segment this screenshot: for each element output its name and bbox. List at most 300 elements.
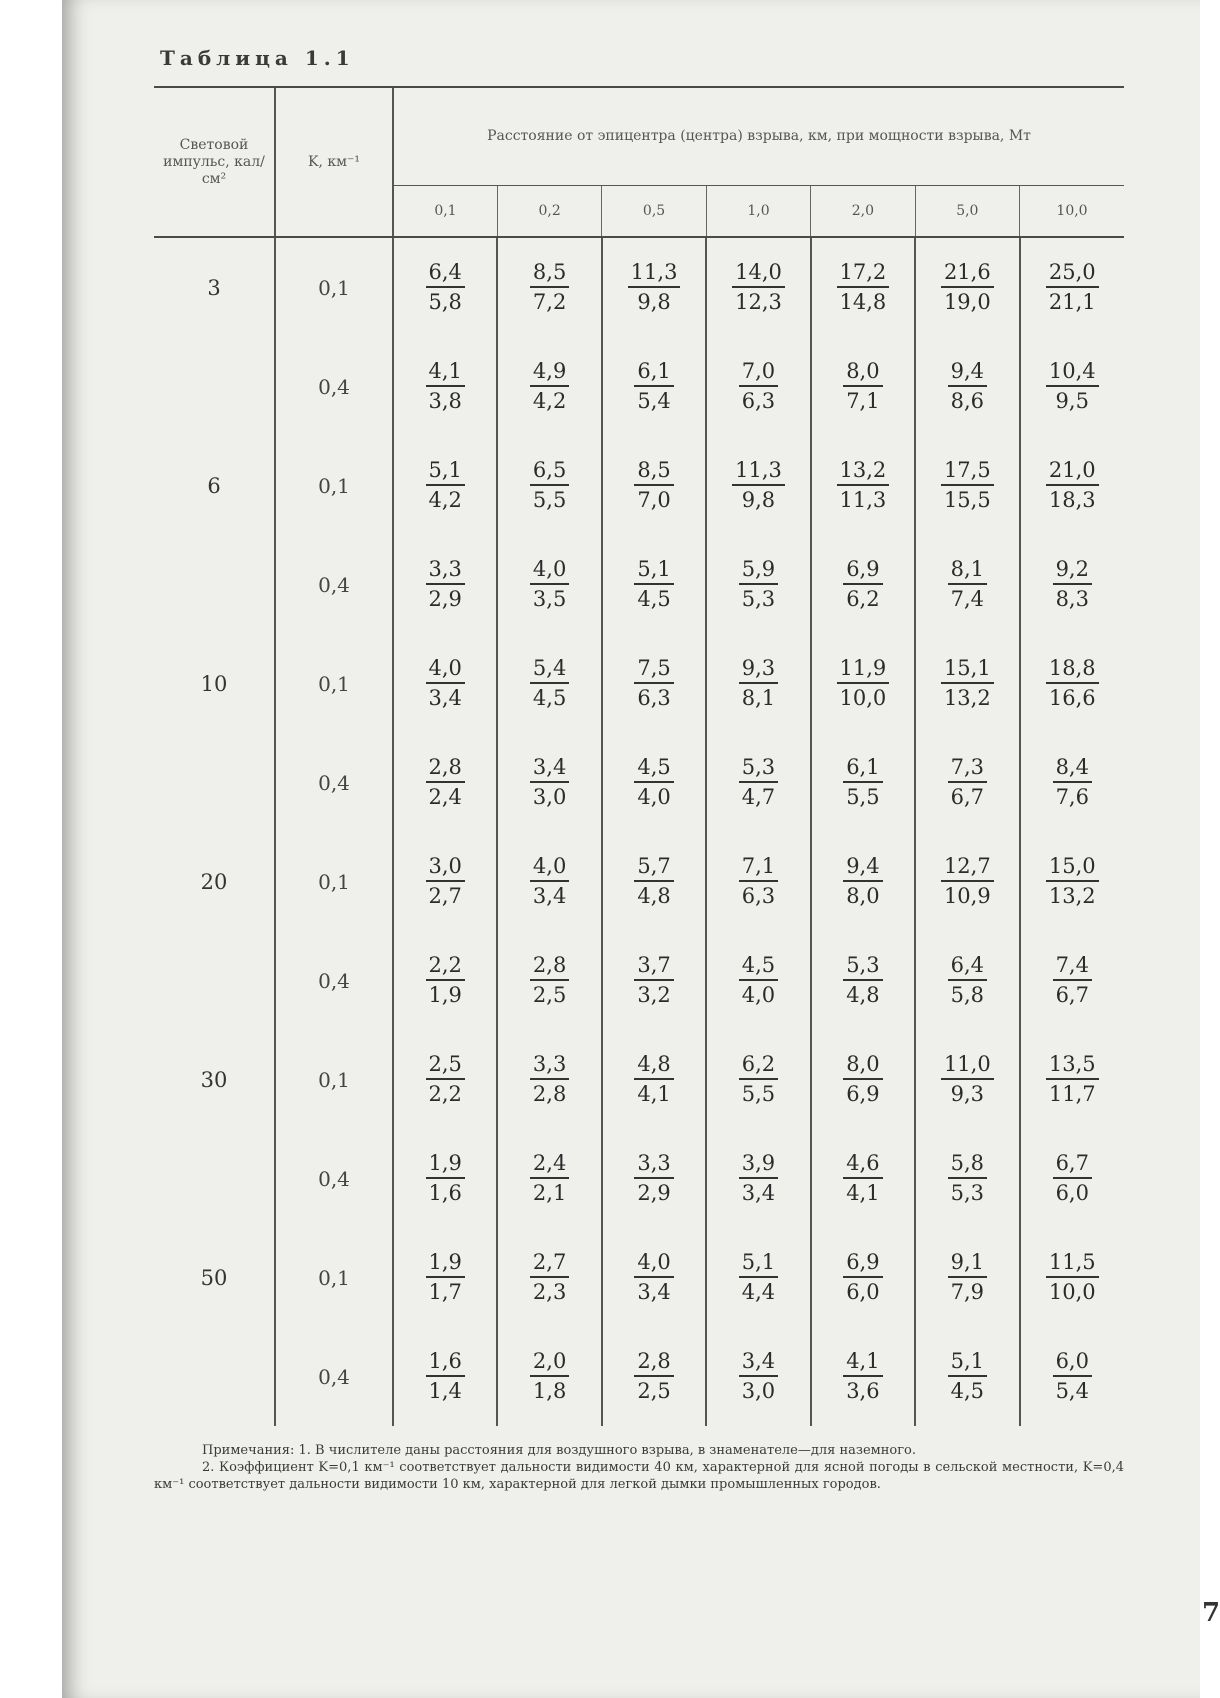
ground-burst-distance: 6,7 <box>950 785 985 809</box>
distance-cell <box>811 337 915 436</box>
header-power: 0,1 <box>393 186 497 237</box>
ground-burst-distance: 4,5 <box>637 587 671 611</box>
air-burst-distance: 6,4 <box>948 953 987 981</box>
air-burst-distance: 4,5 <box>634 755 673 783</box>
distance-cell <box>915 535 1019 634</box>
air-burst-distance: 2,7 <box>530 1250 569 1278</box>
distance-fraction <box>634 1151 673 1206</box>
distance-fraction <box>1046 656 1099 711</box>
air-burst-distance: 2,0 <box>530 1349 569 1377</box>
air-burst-distance: 4,0 <box>530 557 569 585</box>
air-burst-distance: 3,3 <box>634 1151 673 1179</box>
air-burst-distance: 25,0 <box>1046 260 1099 288</box>
ground-burst-distance: 3,6 <box>846 1379 880 1403</box>
ground-burst-distance: 6,2 <box>846 587 880 611</box>
distance-fraction <box>530 953 569 1008</box>
distance-cell <box>811 832 915 931</box>
table-row <box>154 237 1124 337</box>
air-burst-distance: 9,2 <box>1053 557 1092 585</box>
ground-burst-distance: 8,1 <box>741 686 776 710</box>
header-distance: Расстояние от эпицентра (центра) взрыва, км, при мощности взрыва, Мт <box>393 88 1124 186</box>
distance-cell <box>706 931 810 1030</box>
distance-cell <box>1020 436 1124 535</box>
ground-burst-distance: 4,5 <box>532 686 567 710</box>
air-burst-distance: 11,9 <box>837 656 890 684</box>
ground-burst-distance: 2,2 <box>428 1082 462 1106</box>
air-burst-distance: 8,0 <box>843 1052 882 1080</box>
distance-cell <box>497 634 601 733</box>
table-row <box>154 832 1124 931</box>
air-burst-distance: 5,3 <box>739 755 778 783</box>
header-power: 0,2 <box>497 186 601 237</box>
air-burst-distance: 11,5 <box>1046 1250 1099 1278</box>
air-burst-distance: 10,4 <box>1046 359 1099 387</box>
ground-burst-distance: 3,5 <box>532 587 567 611</box>
air-burst-distance: 6,5 <box>530 458 569 486</box>
air-burst-distance: 9,3 <box>739 656 778 684</box>
distance-cell <box>393 1228 497 1327</box>
ground-burst-distance: 4,1 <box>637 1082 671 1106</box>
impulse-value <box>154 535 275 634</box>
air-burst-distance: 4,1 <box>426 359 465 387</box>
air-burst-distance: 7,3 <box>948 755 987 783</box>
ground-burst-distance: 4,8 <box>846 983 880 1007</box>
ground-burst-distance: 9,3 <box>950 1082 985 1106</box>
k-value: 0,1 <box>275 436 393 535</box>
air-burst-distance: 21,6 <box>941 260 994 288</box>
distance-cell <box>1020 337 1124 436</box>
distance-fraction <box>1053 1151 1092 1206</box>
distance-fraction <box>530 1250 569 1305</box>
distance-cell <box>915 1327 1019 1426</box>
air-burst-distance: 3,3 <box>530 1052 569 1080</box>
table-row <box>154 1228 1124 1327</box>
ground-burst-distance: 6,3 <box>741 884 776 908</box>
ground-burst-distance: 3,0 <box>741 1379 776 1403</box>
air-burst-distance: 15,1 <box>941 656 994 684</box>
distance-cell <box>602 832 706 931</box>
ground-burst-distance: 4,7 <box>741 785 776 809</box>
distance-fraction <box>843 359 882 414</box>
ground-burst-distance: 9,8 <box>741 488 776 512</box>
distance-fraction <box>530 1052 569 1107</box>
distance-fraction <box>1053 557 1092 612</box>
air-burst-distance: 4,8 <box>634 1052 673 1080</box>
ground-burst-distance: 9,8 <box>637 290 671 314</box>
air-burst-distance: 7,4 <box>1053 953 1092 981</box>
distance-cell <box>811 1030 915 1129</box>
distance-cell <box>393 337 497 436</box>
distance-fraction <box>739 359 778 414</box>
distance-fraction <box>1046 260 1099 315</box>
distance-fraction <box>530 755 569 810</box>
distance-fraction <box>426 1349 465 1404</box>
ground-burst-distance: 3,0 <box>532 785 567 809</box>
air-burst-distance: 5,1 <box>739 1250 778 1278</box>
impulse-value: 20 <box>200 869 228 894</box>
air-burst-distance: 5,1 <box>634 557 673 585</box>
distance-fraction <box>1046 1250 1099 1305</box>
ground-burst-distance: 6,0 <box>1055 1181 1089 1205</box>
header-k-coefficient: K, км⁻¹ <box>275 88 393 237</box>
distance-cell <box>1020 733 1124 832</box>
distance-cell <box>811 436 915 535</box>
distance-cell <box>811 535 915 634</box>
air-burst-distance: 6,1 <box>634 359 673 387</box>
ground-burst-distance: 6,3 <box>637 686 671 710</box>
distance-cell <box>497 733 601 832</box>
ground-burst-distance: 10,9 <box>943 884 991 908</box>
distance-cell <box>706 733 810 832</box>
distance-cell <box>1020 931 1124 1030</box>
table-row <box>154 1327 1124 1426</box>
distance-cell <box>706 1129 810 1228</box>
air-burst-distance: 2,8 <box>530 953 569 981</box>
air-burst-distance: 17,2 <box>837 260 890 288</box>
distance-fraction <box>634 557 673 612</box>
distance-cell <box>497 535 601 634</box>
distance-fraction <box>1046 1052 1099 1107</box>
air-burst-distance: 5,8 <box>948 1151 987 1179</box>
impulse-value: 10 <box>200 671 228 696</box>
ground-burst-distance: 2,1 <box>532 1181 567 1205</box>
ground-burst-distance: 3,4 <box>741 1181 776 1205</box>
air-burst-distance: 14,0 <box>732 260 785 288</box>
air-burst-distance: 7,5 <box>634 656 673 684</box>
distance-cell <box>393 436 497 535</box>
air-burst-distance: 18,8 <box>1046 656 1099 684</box>
air-burst-distance: 8,4 <box>1053 755 1092 783</box>
k-value: 0,1 <box>275 1030 393 1129</box>
air-burst-distance: 8,5 <box>634 458 673 486</box>
ground-burst-distance: 5,5 <box>741 1082 776 1106</box>
distance-cell <box>497 1228 601 1327</box>
air-burst-distance: 7,1 <box>739 854 778 882</box>
distance-fraction <box>1053 755 1092 810</box>
air-burst-distance: 6,7 <box>1053 1151 1092 1179</box>
ground-burst-distance: 3,2 <box>637 983 671 1007</box>
ground-burst-distance: 1,6 <box>428 1181 462 1205</box>
distance-cell <box>915 237 1019 337</box>
distance-cell <box>602 436 706 535</box>
air-burst-distance: 4,1 <box>843 1349 882 1377</box>
air-burst-distance: 6,9 <box>843 1250 882 1278</box>
distance-cell <box>393 237 497 337</box>
table-caption: Таблица 1.1 <box>160 46 355 70</box>
distance-cell <box>811 1327 915 1426</box>
ground-burst-distance: 9,5 <box>1055 389 1089 413</box>
distance-fraction <box>628 260 681 315</box>
distance-cell <box>706 1228 810 1327</box>
distance-cell <box>1020 1129 1124 1228</box>
ground-burst-distance: 7,0 <box>637 488 671 512</box>
air-burst-distance: 13,2 <box>837 458 890 486</box>
air-burst-distance: 1,9 <box>426 1250 465 1278</box>
k-value: 0,1 <box>275 832 393 931</box>
ground-burst-distance: 12,3 <box>735 290 782 314</box>
header-power: 0,5 <box>602 186 706 237</box>
header-light-impulse: Световой импульс, кал/см² <box>154 88 275 237</box>
distance-fraction <box>941 854 994 909</box>
air-burst-distance: 4,9 <box>530 359 569 387</box>
ground-burst-distance: 5,8 <box>950 983 985 1007</box>
distance-cell <box>602 1030 706 1129</box>
air-burst-distance: 3,9 <box>739 1151 778 1179</box>
distance-cell <box>497 237 601 337</box>
air-burst-distance: 8,5 <box>530 260 569 288</box>
ground-burst-distance: 3,8 <box>428 389 462 413</box>
distance-fraction <box>948 359 987 414</box>
distance-cell <box>393 1030 497 1129</box>
distance-cell <box>915 436 1019 535</box>
air-burst-distance: 6,9 <box>843 557 882 585</box>
ground-burst-distance: 5,5 <box>532 488 567 512</box>
air-burst-distance: 9,4 <box>843 854 882 882</box>
distance-cell <box>497 1129 601 1228</box>
air-burst-distance: 5,1 <box>948 1349 987 1377</box>
distance-fraction <box>739 656 778 711</box>
ground-burst-distance: 4,2 <box>532 389 567 413</box>
distance-fraction <box>732 260 785 315</box>
distance-cell <box>1020 535 1124 634</box>
distance-fraction <box>837 458 890 513</box>
distance-cell <box>706 535 810 634</box>
distance-fraction <box>948 1250 987 1305</box>
air-burst-distance: 4,0 <box>426 656 465 684</box>
air-burst-distance: 3,0 <box>426 854 465 882</box>
ground-burst-distance: 1,8 <box>532 1379 567 1403</box>
k-value: 0,4 <box>275 733 393 832</box>
ground-burst-distance: 5,5 <box>846 785 880 809</box>
distance-cell <box>1020 1228 1124 1327</box>
ground-burst-distance: 13,2 <box>1048 884 1096 908</box>
ground-burst-distance: 16,6 <box>1048 686 1096 710</box>
ground-burst-distance: 3,4 <box>532 884 567 908</box>
distance-fraction <box>530 458 569 513</box>
air-burst-distance: 6,4 <box>426 260 465 288</box>
distance-fraction <box>948 1151 987 1206</box>
distance-fraction <box>530 1151 569 1206</box>
table-row <box>154 634 1124 733</box>
air-burst-distance: 12,7 <box>941 854 994 882</box>
table-row <box>154 337 1124 436</box>
ground-burst-distance: 5,3 <box>741 587 776 611</box>
distance-cell <box>915 1129 1019 1228</box>
distance-fraction <box>634 953 673 1008</box>
air-burst-distance: 11,3 <box>732 458 785 486</box>
air-burst-distance: 6,0 <box>1053 1349 1092 1377</box>
k-value: 0,4 <box>275 1129 393 1228</box>
distance-cell <box>1020 1030 1124 1129</box>
air-burst-distance: 8,0 <box>843 359 882 387</box>
air-burst-distance: 17,5 <box>941 458 994 486</box>
table-row <box>154 733 1124 832</box>
distance-fraction <box>843 755 882 810</box>
distance-cell <box>393 1129 497 1228</box>
distance-fraction <box>426 854 465 909</box>
air-burst-distance: 13,5 <box>1046 1052 1099 1080</box>
distance-fraction <box>948 953 987 1008</box>
impulse-value <box>154 1129 275 1228</box>
distance-cell <box>915 1030 1019 1129</box>
impulse-value: 30 <box>200 1067 228 1092</box>
distance-cell <box>393 634 497 733</box>
impulse-value <box>154 733 275 832</box>
distance-fraction <box>941 458 994 513</box>
distance-table <box>154 88 1124 1426</box>
ground-burst-distance: 2,5 <box>637 1379 671 1403</box>
distance-fraction <box>530 359 569 414</box>
ground-burst-distance: 4,8 <box>637 884 671 908</box>
ground-burst-distance: 7,4 <box>950 587 985 611</box>
distance-fraction <box>426 1250 465 1305</box>
ground-burst-distance: 3,4 <box>637 1280 671 1304</box>
distance-fraction <box>634 1052 673 1107</box>
air-burst-distance: 3,4 <box>739 1349 778 1377</box>
ground-burst-distance: 8,0 <box>846 884 880 908</box>
distance-cell <box>915 832 1019 931</box>
page-content <box>154 38 1220 1628</box>
header-power: 5,0 <box>915 186 1019 237</box>
ground-burst-distance: 1,4 <box>428 1379 462 1403</box>
air-burst-distance: 4,5 <box>739 953 778 981</box>
distance-cell <box>602 535 706 634</box>
distance-cell <box>1020 634 1124 733</box>
air-burst-distance: 4,0 <box>530 854 569 882</box>
table-row <box>154 436 1124 535</box>
distance-cell <box>602 1228 706 1327</box>
ground-burst-distance: 6,3 <box>741 389 776 413</box>
distance-cell <box>1020 832 1124 931</box>
ground-burst-distance: 7,1 <box>846 389 880 413</box>
distance-fraction <box>426 359 465 414</box>
distance-cell <box>602 931 706 1030</box>
air-burst-distance: 2,8 <box>426 755 465 783</box>
distance-fraction <box>634 656 673 711</box>
air-burst-distance: 11,0 <box>941 1052 994 1080</box>
distance-fraction <box>530 854 569 909</box>
table-row <box>154 1030 1124 1129</box>
distance-fraction <box>739 557 778 612</box>
distance-cell <box>602 237 706 337</box>
note-1: Примечания: 1. В числителе даны расстояния для воздушного взрыва, в знаменателе—для наземного. <box>202 1443 917 1458</box>
distance-fraction <box>843 1151 882 1206</box>
distance-fraction <box>739 755 778 810</box>
distance-cell <box>497 337 601 436</box>
distance-fraction <box>634 458 673 513</box>
distance-cell <box>497 832 601 931</box>
distance-fraction <box>739 1151 778 1206</box>
ground-burst-distance: 11,3 <box>839 488 887 512</box>
ground-burst-distance: 5,4 <box>1055 1379 1089 1403</box>
distance-fraction <box>739 854 778 909</box>
distance-fraction <box>941 1052 994 1107</box>
ground-burst-distance: 5,3 <box>950 1181 985 1205</box>
ground-burst-distance: 2,5 <box>532 983 567 1007</box>
k-value: 0,4 <box>275 1327 393 1426</box>
air-burst-distance: 5,1 <box>426 458 465 486</box>
distance-fraction <box>948 557 987 612</box>
air-burst-distance: 3,3 <box>426 557 465 585</box>
air-burst-distance: 6,2 <box>739 1052 778 1080</box>
distance-fraction <box>739 1349 778 1404</box>
impulse-value: 6 <box>207 473 221 498</box>
distance-cell <box>706 436 810 535</box>
distance-cell <box>393 535 497 634</box>
k-value: 0,4 <box>275 337 393 436</box>
ground-burst-distance: 7,9 <box>950 1280 985 1304</box>
distance-cell <box>915 634 1019 733</box>
ground-burst-distance: 6,9 <box>846 1082 880 1106</box>
ground-burst-distance: 18,3 <box>1048 488 1096 512</box>
ground-burst-distance: 2,4 <box>428 785 462 809</box>
k-value: 0,1 <box>275 634 393 733</box>
header-power: 2,0 <box>811 186 915 237</box>
distance-fraction <box>739 953 778 1008</box>
distance-cell <box>811 237 915 337</box>
impulse-value <box>154 931 275 1030</box>
distance-fraction <box>530 557 569 612</box>
impulse-value <box>154 1327 275 1426</box>
distance-fraction <box>941 656 994 711</box>
ground-burst-distance: 11,7 <box>1048 1082 1096 1106</box>
distance-cell <box>915 733 1019 832</box>
distance-fraction <box>634 755 673 810</box>
ground-burst-distance: 19,0 <box>943 290 991 314</box>
air-burst-distance: 2,4 <box>530 1151 569 1179</box>
distance-fraction <box>837 260 890 315</box>
distance-fraction <box>837 656 890 711</box>
ground-burst-distance: 4,1 <box>846 1181 880 1205</box>
distance-fraction <box>426 1151 465 1206</box>
distance-fraction <box>948 755 987 810</box>
distance-fraction <box>634 359 673 414</box>
impulse-value: 3 <box>207 275 221 300</box>
distance-cell <box>811 634 915 733</box>
air-burst-distance: 2,8 <box>634 1349 673 1377</box>
distance-cell <box>602 337 706 436</box>
distance-cell <box>393 733 497 832</box>
distance-fraction <box>941 260 994 315</box>
ground-burst-distance: 1,7 <box>428 1280 462 1304</box>
distance-fraction <box>426 755 465 810</box>
distance-cell <box>393 931 497 1030</box>
ground-burst-distance: 5,4 <box>637 389 671 413</box>
air-burst-distance: 4,6 <box>843 1151 882 1179</box>
distance-cell <box>497 1327 601 1426</box>
impulse-value: 50 <box>200 1265 228 1290</box>
book-page <box>62 0 1220 1698</box>
air-burst-distance: 1,6 <box>426 1349 465 1377</box>
distance-cell <box>497 436 601 535</box>
distance-cell <box>1020 237 1124 337</box>
distance-cell <box>811 931 915 1030</box>
distance-fraction <box>948 1349 987 1404</box>
distance-fraction <box>426 260 465 315</box>
header-power: 1,0 <box>706 186 810 237</box>
air-burst-distance: 5,3 <box>843 953 882 981</box>
distance-cell <box>811 733 915 832</box>
air-burst-distance: 7,0 <box>739 359 778 387</box>
air-burst-distance: 21,0 <box>1046 458 1099 486</box>
distance-fraction <box>530 1349 569 1404</box>
distance-fraction <box>1046 854 1099 909</box>
air-burst-distance: 5,9 <box>739 557 778 585</box>
distance-cell <box>393 1327 497 1426</box>
ground-burst-distance: 8,3 <box>1055 587 1089 611</box>
air-burst-distance: 5,4 <box>530 656 569 684</box>
distance-cell <box>393 832 497 931</box>
